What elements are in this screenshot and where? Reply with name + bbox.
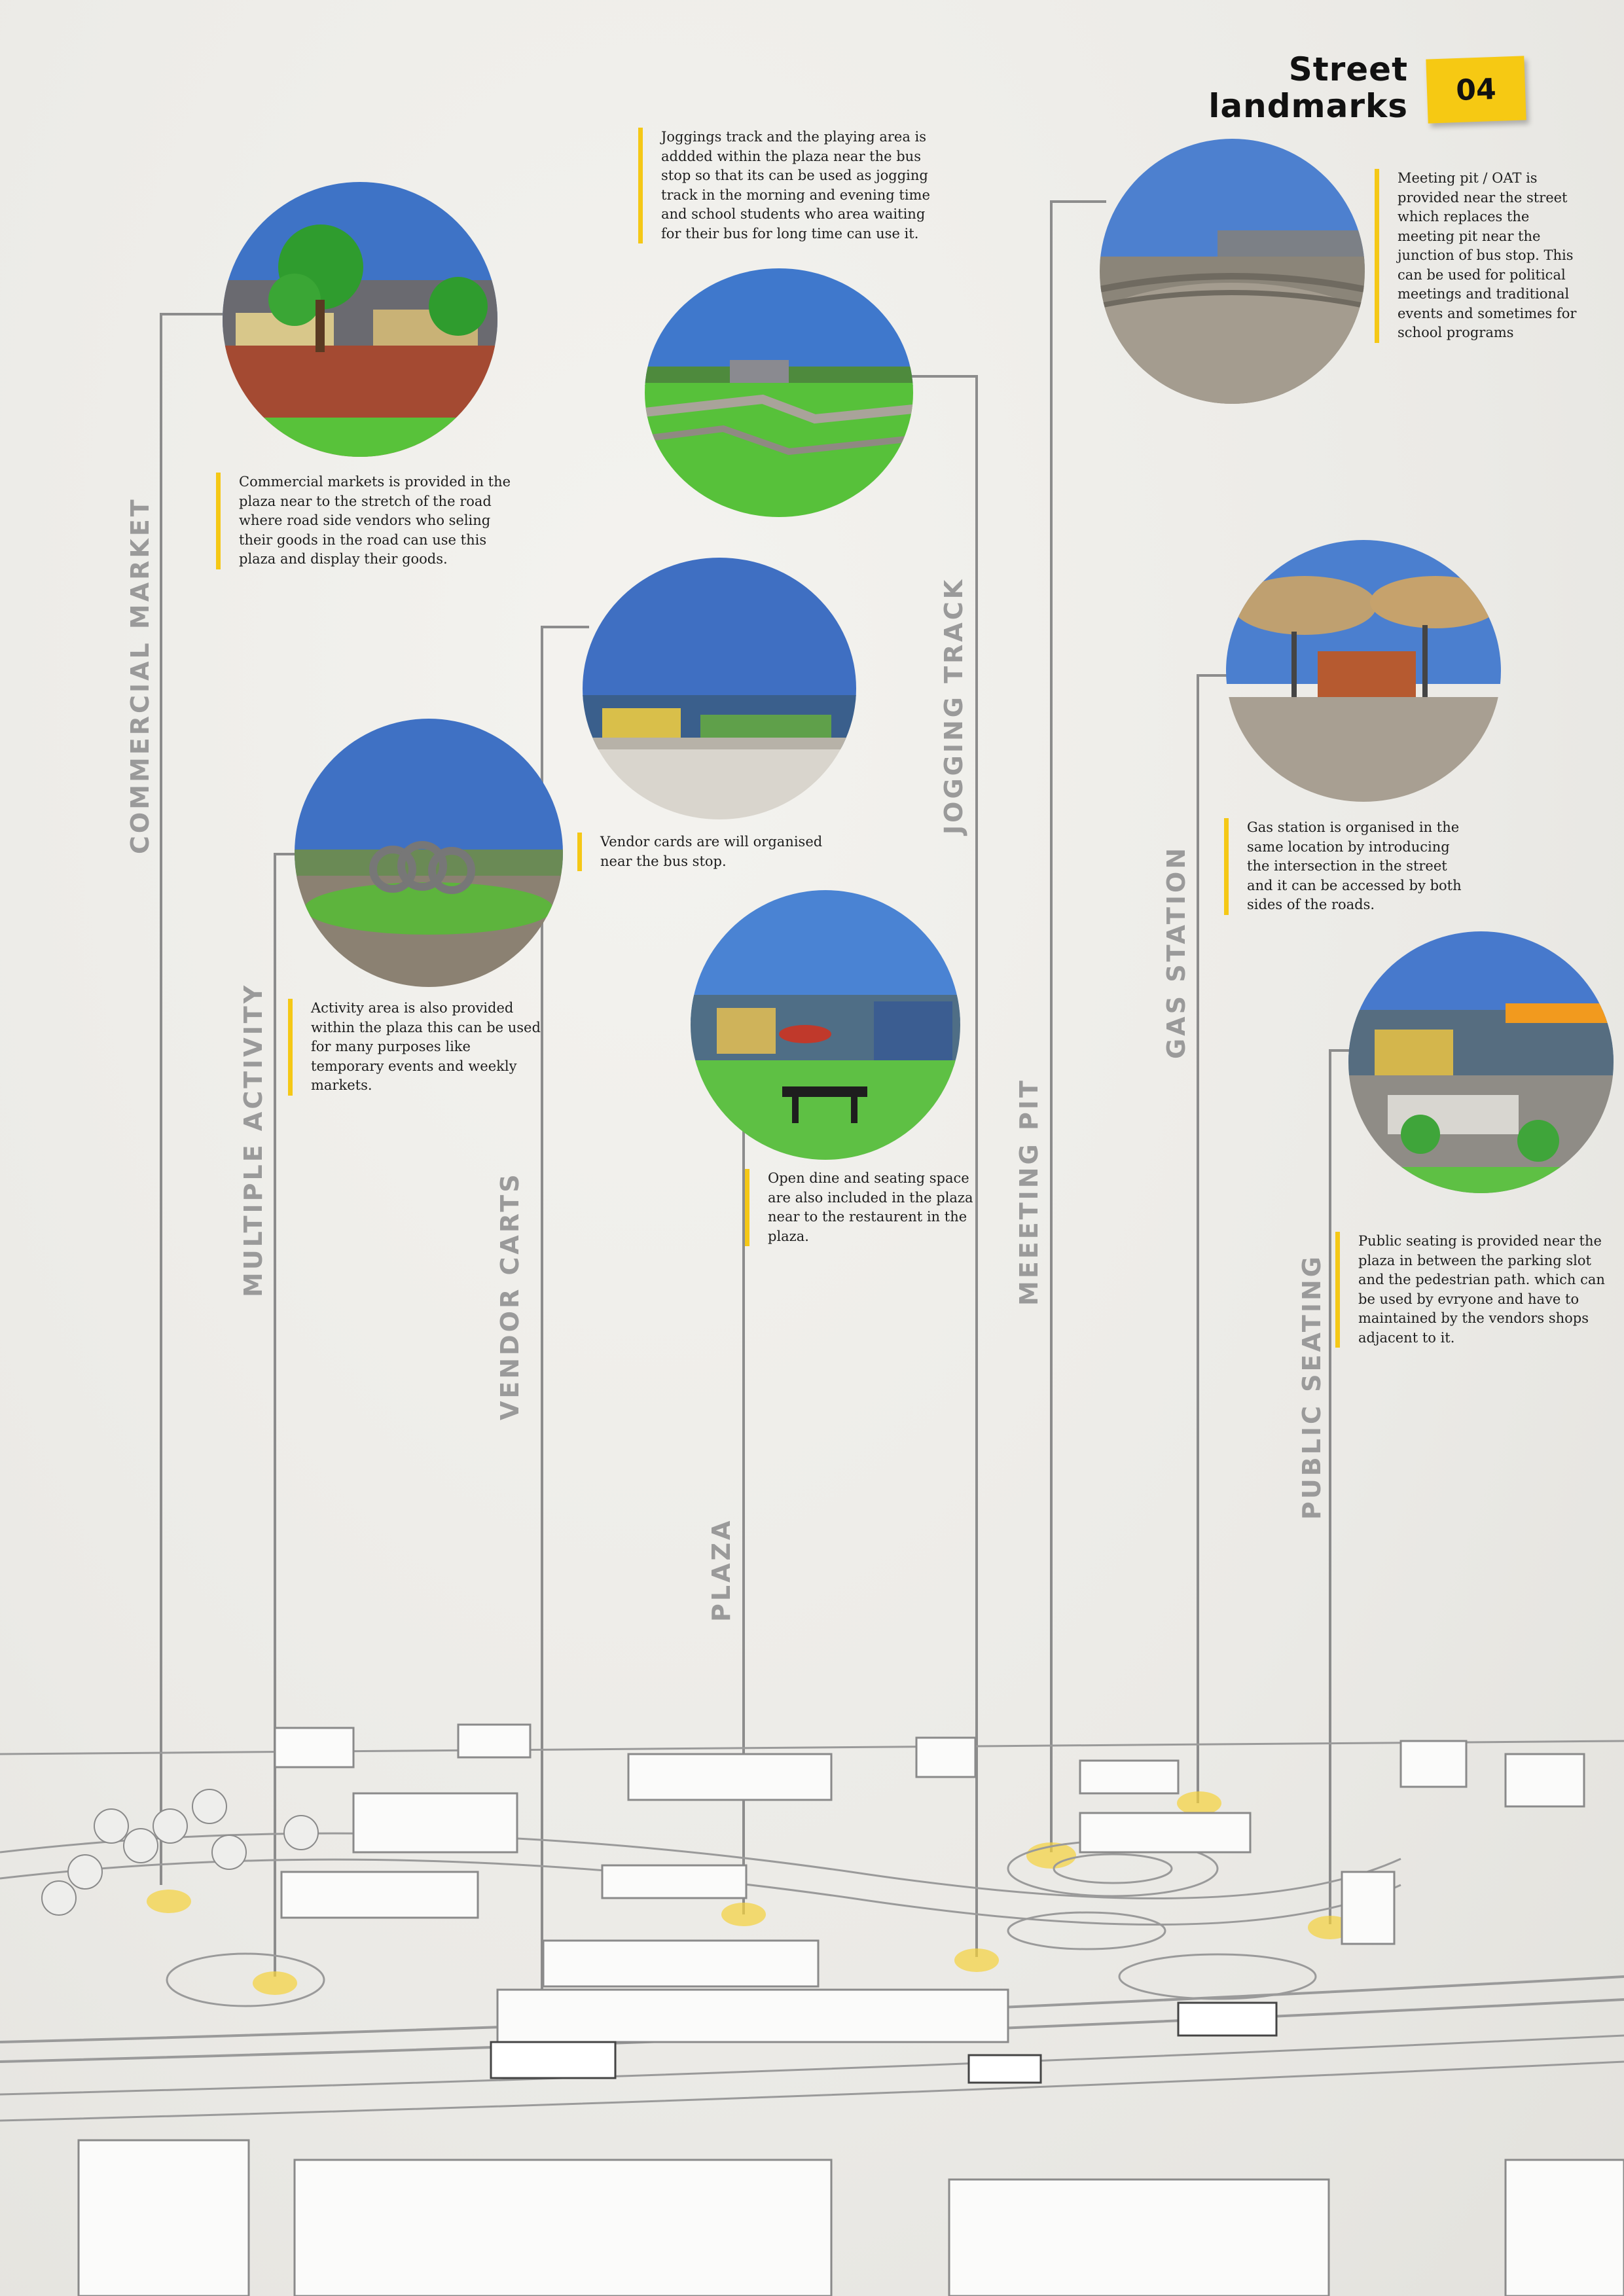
label-gas-station: GAS STATION — [1162, 845, 1191, 1059]
label-jogging-track: JOGGING TRACK — [939, 577, 968, 834]
note-gas-station: Gas station is organised in the same location by introducing the intersection in the street and it can be accessed by both sides of the roads. — [1224, 818, 1470, 915]
title-line-2: landmarks — [1208, 87, 1408, 125]
note-public-seating: Public seating is provided near the plaza in between the parking slot and the pedestrian path. which can be used by evryone and have to maintained by the vendors shops adjacent to it. — [1335, 1232, 1614, 1348]
label-plaza: PLAZA — [707, 1518, 736, 1622]
note-jogging-track: Joggings track and the playing area is addded within the plaza near the bus stop so that its can be used as jogging track in the morning and evening time and school students who area waiting for their bus for long time can use it. — [638, 128, 949, 243]
marker-commercial-market — [147, 1890, 191, 1913]
marker-jogging-track — [954, 1948, 999, 1972]
marker-vendor-carts — [520, 2007, 564, 2031]
marker-gas-station — [1177, 1791, 1221, 1815]
marker-meeting-pit — [1026, 1842, 1076, 1869]
photo-meeting-pit — [1100, 139, 1365, 404]
marker-multiple-activity — [253, 1971, 297, 1995]
marker-plaza — [721, 1903, 766, 1926]
page-title — [1208, 51, 1408, 124]
leader-plaza — [720, 1054, 744, 1914]
leader-meeting-pit — [1051, 202, 1106, 1852]
page-number-badge: 04 — [1426, 56, 1526, 123]
marker-public-seating — [1308, 1916, 1352, 1939]
note-vendor-carts: Vendor cards are will organised near the bus stop. — [577, 833, 829, 871]
note-multiple-activity: Activity area is also provided within the plaza this can be used for many purposes like temporary events and weekly markets. — [288, 999, 547, 1096]
note-meeting-pit: Meeting pit / OAT is provided near the street which replaces the meeting pit near the junction of bus stop. This can be used for political meetings and traditional events and sometimes for school programs — [1375, 169, 1587, 343]
label-multiple-activity: MULTIPLE ACTIVITY — [239, 982, 268, 1297]
title-line-1: Street — [1288, 50, 1408, 88]
photo-plaza — [691, 890, 960, 1160]
photo-gas-station — [1226, 540, 1501, 802]
note-commercial-market: Commercial markets is provided in the plaza near to the stretch of the road where road side vendors who seling their goods in the road can use this plaza and display their goods. — [216, 473, 520, 569]
leader-commercial-market — [161, 314, 223, 1885]
label-commercial-market: COMMERCIAL MARKET — [126, 497, 154, 854]
photo-public-seating — [1348, 931, 1614, 1193]
label-public-seating: PUBLIC SEATING — [1297, 1254, 1326, 1520]
photo-vendor-carts — [583, 558, 856, 819]
note-plaza: Open dine and seating space are also included in the plaza near to the restaurent in the plaza. — [745, 1169, 977, 1246]
label-meeting-pit: MEEETING PIT — [1015, 1078, 1043, 1306]
photo-multiple-activity — [295, 719, 563, 987]
leader-public-seating — [1330, 1050, 1352, 1924]
label-vendor-carts: VENDOR CARTS — [496, 1172, 524, 1420]
photo-jogging-track — [645, 268, 913, 517]
photo-commercial-market — [223, 182, 497, 457]
